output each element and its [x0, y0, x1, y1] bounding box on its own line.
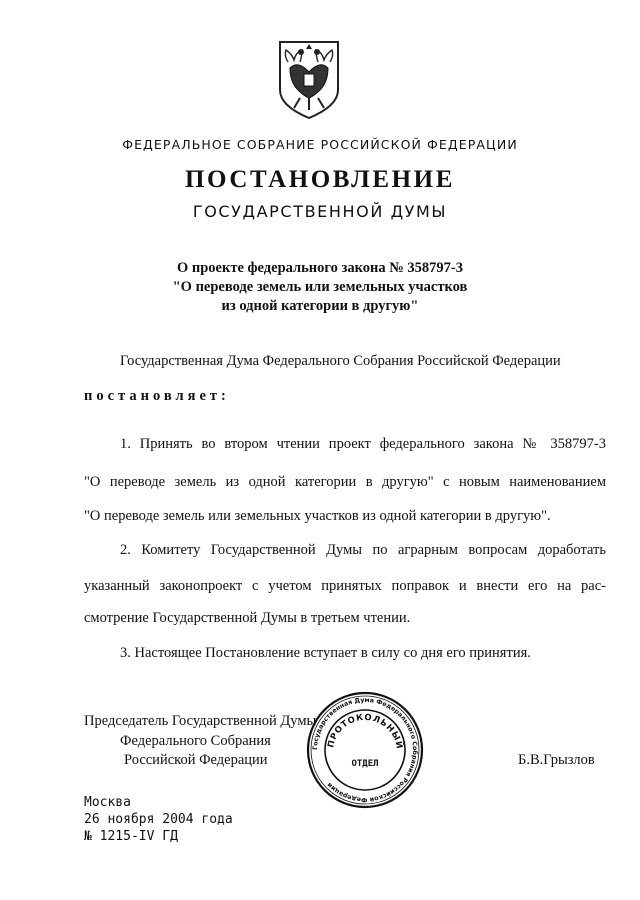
- document-date: 26 ноября 2004 года: [84, 812, 233, 827]
- svg-text:ПРОТОКОЛЬНЫЙ: [326, 713, 406, 750]
- preamble: Государственная Дума Федерального Собрания Российской Федерации: [120, 353, 561, 369]
- russian-coat-of-arms-icon: [276, 38, 342, 120]
- item-2-line: указанный законопроект с учетом принятых поправок и внести его на рас-: [84, 578, 606, 594]
- signatory-title: Председатель Государственной Думы: [84, 713, 317, 729]
- seal-outer-text: Государственная Дума Федерального Собрания Российской Федерации: [311, 696, 419, 804]
- subject-line: из одной категории в другую": [221, 298, 419, 314]
- signatory-title: Федерального Собрания: [120, 733, 271, 749]
- item-1-line: "О переводе земель из одной категории в другую" с новым наименованием: [84, 474, 606, 490]
- document-type: ПОСТАНОВЛЕНИЕ: [184, 166, 456, 193]
- item-2-line: смотрение Государственной Думы в третьем чтении.: [84, 610, 411, 626]
- document-city: Москва: [84, 795, 131, 810]
- subject-line: "О переводе земель или земельных участков: [172, 279, 468, 295]
- item-2-line: 2. Комитету Государственной Думы по аграрным вопросам доработать: [120, 542, 606, 558]
- document-subject: [0, 259, 640, 316]
- signatory-title: Российской Федерации: [124, 752, 268, 768]
- item-1-line: 1. Принять во втором чтении проект федерального закона № 358797-3: [120, 436, 606, 452]
- official-seal-icon: [305, 690, 425, 810]
- subject-line: О проекте федерального закона № 358797-3: [176, 260, 464, 276]
- item-1-line: "О переводе земель или земельных участков из одной категории в другую".: [84, 508, 551, 524]
- seal-inner-text: ПРОТОКОЛЬНЫЙ: [326, 712, 405, 751]
- assembly-name: ФЕДЕРАЛЬНОЕ СОБРАНИЕ РОССИЙСКОЙ ФЕДЕРАЦИИ: [122, 137, 518, 152]
- document-subtype: ГОСУДАРСТВЕННОЙ ДУМЫ: [192, 202, 448, 221]
- signatory-name: Б.В.Грызлов: [518, 752, 595, 768]
- item-3-line: 3. Настоящее Постановление вступает в силу со дня его принятия.: [120, 645, 531, 661]
- document-number: № 1215-IV ГД: [84, 829, 178, 844]
- resolves-heading: постановляет:: [84, 388, 230, 404]
- seal-center-text: ОТДЕЛ: [351, 759, 379, 769]
